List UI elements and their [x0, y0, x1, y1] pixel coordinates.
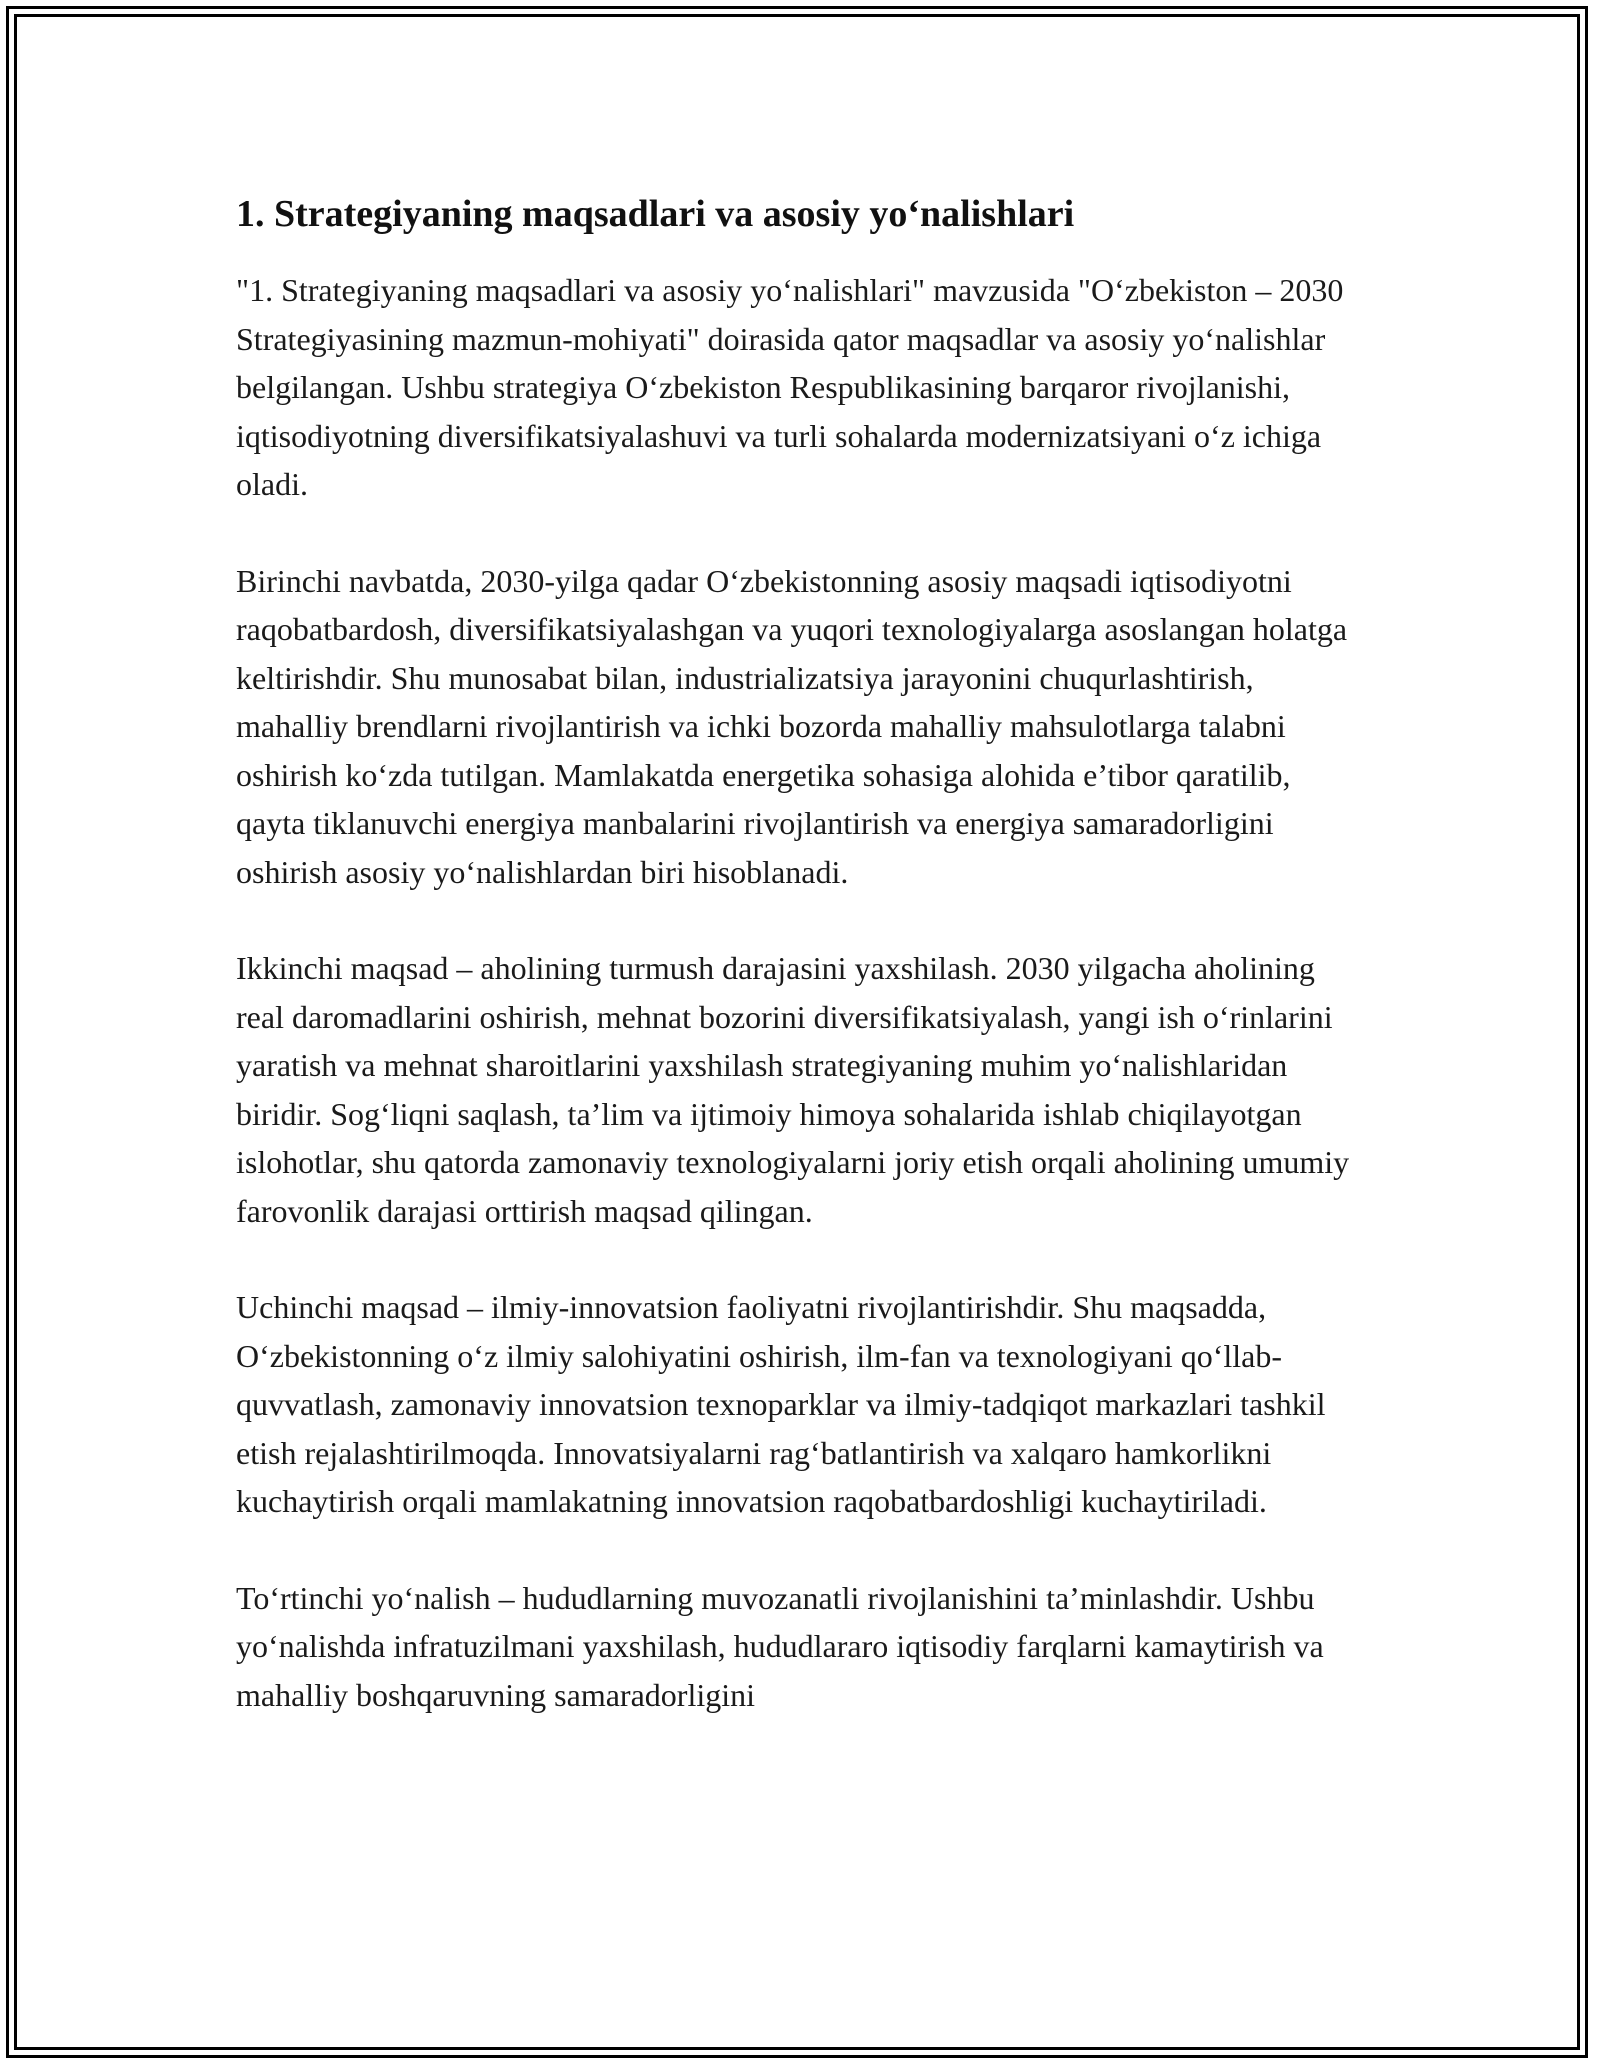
- section-heading: 1. Strategiyaning maqsadlari va asosiy yo‘nalishlari: [236, 193, 1075, 235]
- document-body: [236, 186, 1356, 1767]
- paragraph-intro: "1. Strategiyaning maqsadlari va asosiy yo‘nalishlari" mavzusida "O‘zbekiston – 2030 Strategiyasining mazmun-mohiyati" doirasida qator maqsadlar va asosiy yo‘nalishlar belgilangan. Ushbu strategiya O‘zbekiston Respublikasining barqaror rivojlanishi, iqtisodiyotning diversifikatsiyalashuvi va turli sohalarda modernizatsiyani o‘z ichiga oladi.: [236, 272, 1344, 502]
- paragraph-first-goal: Birinchi navbatda, 2030-yilga qadar O‘zbekistonning asosiy maqsadi iqtisodiyotni raqobatbardosh, diversifikatsiyalashgan va yuqori texnologiyalarga asoslangan holatga keltirishdir. Shu munosabat bilan, industrializatsiya jarayonini chuqurlashtirish, mahalliy brendlarni rivojlantirish va ichki bozorda mahalliy mahsulotlarga talabni oshirish ko‘zda tutilgan. Mamlakatda energetika sohasiga alohida e’tibor qaratilib, qayta tiklanuvchi energiya manbalarini rivojlantirish va energiya samaradorligini oshirish asosiy yo‘nalishlardan biri hisoblanadi.: [236, 562, 1348, 890]
- paragraph-second-goal: Ikkinchi maqsad – aholining turmush darajasini yaxshilash. 2030 yilgacha aholining real daromadlarini oshirish, mehnat bozorini diversifikatsiyalash, yangi ish o‘rinlarini yaratish va mehnat sharoitlarini yaxshilash strategiyaning muhim yo‘nalishlaridan biridir. Sog‘liqni saqlash, ta’lim va ijtimoiy himoya sohalarida ishlab chiqilayotgan islohotlar, shu qatorda zamonaviy texnologiyalarni joriy etish orqali aholining umumiy farovonlik darajasi orttirish maqsad qilingan.: [236, 950, 1350, 1229]
- paragraph-fourth-direction: To‘rtinchi yo‘nalish – hududlarning muvozanatli rivojlanishini ta’minlashdir. Ushbu yo‘nalishda infratuzilmani yaxshilash, hududlararo iqtisodiy farqlarni kamaytirish va mahalliy boshqaruvning samaradorligini: [236, 1579, 1324, 1713]
- paragraph-third-goal: Uchinchi maqsad – ilmiy-innovatsion faoliyatni rivojlantirishdir. Shu maqsadda, O‘zbekistonning o‘z ilmiy salohiyatini oshirish, ilm-fan va texnologiyani qo‘llab-quvvatlash, zamonaviy innovatsion texnoparklar va ilmiy-tadqiqot markazlari tashkil etish rejalashtirilmoqda. Innovatsiyalarni rag‘batlantirish va xalqaro hamkorlikni kuchaytirish orqali mamlakatning innovatsion raqobatbardoshligi kuchaytiriladi.: [236, 1289, 1326, 1519]
